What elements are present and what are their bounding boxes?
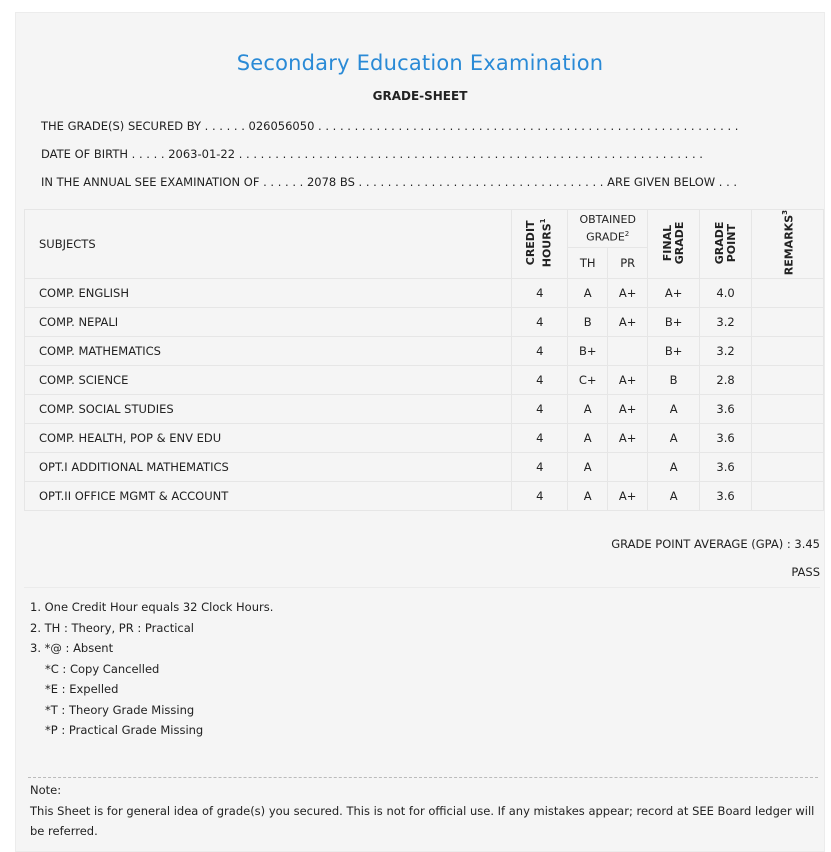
divider [24,587,820,588]
final-grade-cell: A+ [648,279,700,308]
footnote-code: *P : Practical Grade Missing [45,723,204,737]
table-row [25,366,824,395]
credit-cell: 4 [512,482,568,511]
credit-cell: 4 [512,337,568,366]
pr-grade-cell: A+ [608,279,648,308]
th-grade-cell: A [568,279,608,308]
final-grade-header: FINAL GRADE [648,210,700,279]
final-grade-cell: A [648,453,700,482]
subject-cell: COMP. HEALTH, POP & ENV EDU [25,424,512,453]
th-grade-cell: C+ [568,366,608,395]
footnote-item: 1. One Credit Hour equals 32 Clock Hours. [30,600,274,614]
pr-grade-cell: A+ [608,366,648,395]
result-status: PASS [791,565,820,579]
footnote-code: *C : Copy Cancelled [45,661,160,676]
dashed-divider [28,777,818,778]
credit-hours-header: CREDIT HOURS$^1$ [512,210,568,279]
footnote-code: *E : Expelled [45,682,119,696]
credit-cell: 4 [512,453,568,482]
th-grade-cell: B+ [568,337,608,366]
table-row [25,482,824,511]
subject-cell: COMP. MATHEMATICS [25,337,512,366]
final-grade-cell: A [648,395,700,424]
grade-sheet [15,12,825,852]
footnote-item: 2. TH : Theory, PR : Practical [30,620,194,635]
table-row [25,279,824,308]
grade-point-cell: 3.6 [700,482,752,511]
final-grade-cell: A [648,482,700,511]
final-grade-cell: A [648,424,700,453]
th-header: TH [568,247,608,279]
pr-grade-cell: A+ [608,308,648,337]
credit-cell: 4 [512,308,568,337]
remarks-cell [752,424,824,453]
grade-point-cell: 3.6 [700,453,752,482]
remarks-cell [752,308,824,337]
credit-cell: 4 [512,424,568,453]
sheet-subtitle: GRADE-SHEET [372,89,468,103]
grade-point-cell: 2.8 [700,366,752,395]
grade-point-cell: 3.2 [700,308,752,337]
th-grade-cell: A [568,453,608,482]
table-row [25,424,824,453]
final-grade-cell: B [648,366,700,395]
note-title: Note: [30,783,62,797]
table-row [25,337,824,366]
table-row [25,453,824,482]
th-grade-cell: A [568,395,608,424]
exam-title: Secondary Education Examination [236,51,604,75]
grade-point-cell: 3.6 [700,395,752,424]
th-grade-cell: B [568,308,608,337]
pr-grade-cell [608,453,648,482]
subject-cell: COMP. SOCIAL STUDIES [25,395,512,424]
subject-cell: COMP. ENGLISH [25,279,512,308]
th-grade-cell: A [568,482,608,511]
footnote-code: *T : Theory Grade Missing [45,702,195,717]
subject-cell: OPT.II OFFICE MGMT & ACCOUNT [25,482,512,511]
footnotes [30,597,273,741]
credit-cell: 4 [512,395,568,424]
grade-point-cell: 4.0 [700,279,752,308]
table-row [25,395,824,424]
gpa-value: GRADE POINT AVERAGE (GPA) : 3.45 [611,537,820,551]
remarks-cell [752,395,824,424]
secured-by-line: THE GRADE(S) SECURED BY . . . . . . 026056050 . . . . . . . . . . . . . . . . . . . . . . . . . . . . . . . . . . . . . . . . . . . . . . . . . . . . . . . . . . [41,119,739,133]
grade-point-header: GRADE POINT [700,210,752,279]
grade-point-cell: 3.2 [700,337,752,366]
remarks-cell [752,279,824,308]
credit-cell: 4 [512,366,568,395]
grade-point-cell: 3.6 [700,424,752,453]
remarks-cell [752,453,824,482]
exam-line: IN THE ANNUAL SEE EXAMINATION OF . . . . . . 2078 BS . . . . . . . . . . . . . . . . . . . . . . . . . . . . . . . . . . ARE GIVEN BELOW . . . [41,175,738,189]
remarks-cell [752,482,824,511]
footnote-item: 3. *@ : Absent [30,641,114,655]
pr-grade-cell [608,337,648,366]
pr-grade-cell: A+ [608,395,648,424]
remarks-cell [752,337,824,366]
table-row [25,308,824,337]
subjects-header: SUBJECTS [25,210,512,279]
obtained-grade-header: OBTAINED GRADE$^2$ [568,210,648,248]
note-text: This Sheet is for general idea of grade(s) you secured. This is not for official use. If any mistakes appear; record at SEE Board ledger will be referred. [30,804,815,838]
final-grade-cell: B+ [648,337,700,366]
remarks-cell [752,366,824,395]
remarks-header: REMARKS$^3$ [752,210,824,279]
th-grade-cell: A [568,424,608,453]
subject-cell: COMP. SCIENCE [25,366,512,395]
pr-grade-cell: A+ [608,482,648,511]
subject-cell: OPT.I ADDITIONAL MATHEMATICS [25,453,512,482]
final-grade-cell: B+ [648,308,700,337]
subject-cell: COMP. NEPALI [25,308,512,337]
grades-table [24,209,824,511]
dob-line: DATE OF BIRTH . . . . . 2063-01-22 . . . . . . . . . . . . . . . . . . . . . . . . . . . . . . . . . . . . . . . . . . . . . . . . . . . . . . . . . . . . . . . . [41,147,703,161]
credit-cell: 4 [512,279,568,308]
pr-header: PR [608,247,648,279]
pr-grade-cell: A+ [608,424,648,453]
